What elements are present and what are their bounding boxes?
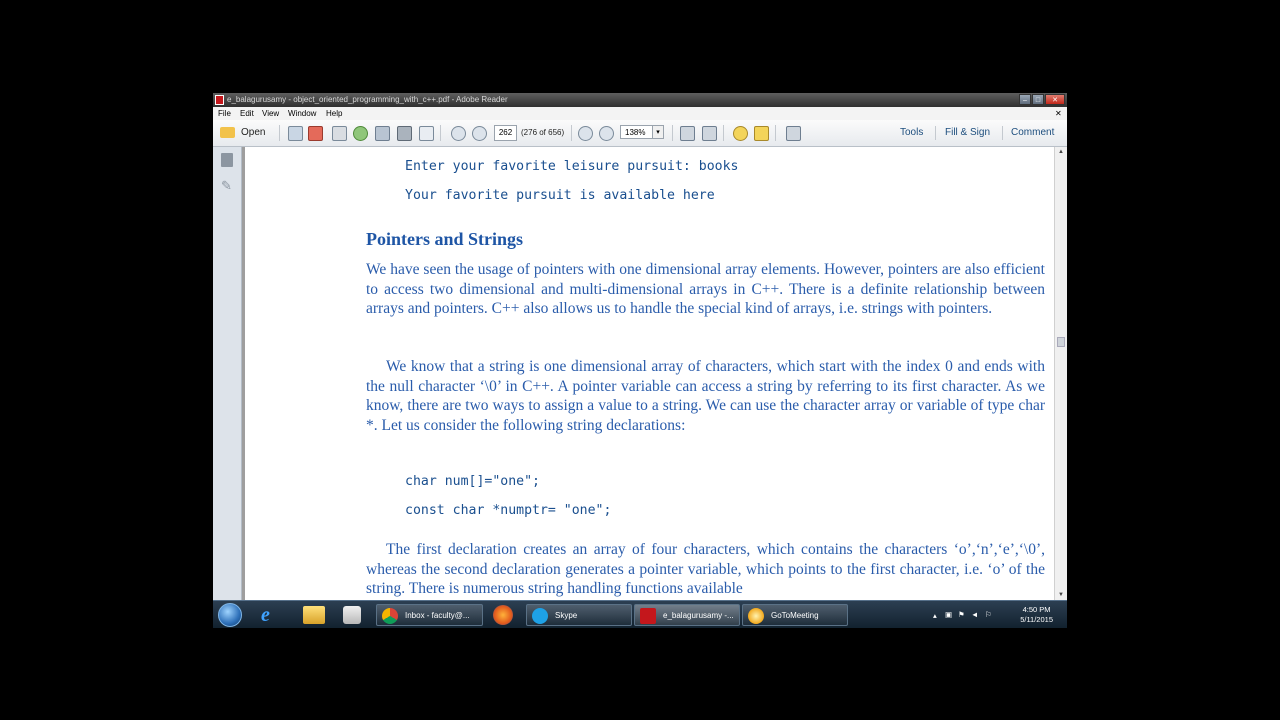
adobe-reader-icon xyxy=(640,608,656,624)
adobe-reader-app-icon xyxy=(215,95,224,105)
attachments-paperclip-icon[interactable]: ✎ xyxy=(221,178,232,193)
full-screen-icon[interactable] xyxy=(786,126,801,141)
title-bar xyxy=(213,93,1067,107)
toolbar-separator xyxy=(672,125,673,141)
maximize-button[interactable]: □ xyxy=(1032,94,1044,105)
zoom-dropdown-chevron-icon[interactable]: ▾ xyxy=(652,125,664,139)
clock-time: 4:50 PM xyxy=(1022,605,1051,614)
edit-pdf-icon[interactable] xyxy=(332,126,347,141)
clock-date: 5/11/2015 xyxy=(1020,615,1053,624)
page-thumbnails-icon[interactable] xyxy=(221,153,233,167)
menu-view[interactable]: View xyxy=(262,109,280,118)
code-line: Your favorite pursuit is available here xyxy=(405,188,715,203)
menu-bar xyxy=(213,107,1067,120)
sticky-note-icon[interactable] xyxy=(733,126,748,141)
print-icon[interactable] xyxy=(397,126,412,141)
taskbar-button-skype[interactable]: Skype xyxy=(526,604,632,626)
gotomeeting-icon xyxy=(748,608,764,624)
window-title: e_balagurusamy - object_oriented_programming_with_c++.pdf - Adobe Reader xyxy=(227,95,508,104)
clock[interactable] xyxy=(1020,605,1053,625)
menu-window[interactable]: Window xyxy=(288,109,317,118)
taskbar-button-adobe-reader[interactable]: e_balagurusamy -... xyxy=(634,604,740,626)
tools-tab[interactable]: Tools xyxy=(900,127,924,138)
toolbar xyxy=(213,120,1067,147)
vertical-scrollbar[interactable] xyxy=(1054,147,1067,600)
firefox-icon[interactable] xyxy=(493,605,513,625)
fill-and-sign-tab[interactable]: Fill & Sign xyxy=(945,127,991,138)
toolbar-separator xyxy=(279,125,280,141)
previous-page-icon[interactable] xyxy=(451,126,466,141)
toolbar-separator xyxy=(775,125,776,141)
toolbar-separator xyxy=(1002,126,1003,140)
system-tray xyxy=(933,603,1053,627)
toolbar-separator xyxy=(571,125,572,141)
paragraph: We know that a string is one dimensional array of characters, which start with the index 0 and ends with the null character ‘\0’ in C++. A pointer variable can access a string by referring to its first character. As we know, there are two ways to assign a value to a string. We can use the character array or variable of type char *. Let us consider the following string declarations: xyxy=(366,358,1045,434)
network-icon[interactable]: ▣ xyxy=(945,610,953,619)
pdf-page xyxy=(245,147,1054,600)
page-number-input[interactable]: 262 xyxy=(494,125,517,141)
minimize-button[interactable]: – xyxy=(1019,94,1031,105)
windows-taskbar xyxy=(213,600,1067,628)
code-line: char num[]="one"; xyxy=(405,474,540,489)
menu-file[interactable]: File xyxy=(218,109,231,118)
comment-tab[interactable]: Comment xyxy=(1011,127,1055,138)
desktop-screen xyxy=(213,93,1067,628)
zoom-in-icon[interactable] xyxy=(599,126,614,141)
media-player-icon[interactable] xyxy=(343,606,361,624)
section-heading: Pointers and Strings xyxy=(366,229,524,249)
taskbar-button-gotomeeting[interactable]: GoToMeeting xyxy=(742,604,848,626)
action-center-icon[interactable]: ⚑ xyxy=(958,610,965,619)
skype-icon xyxy=(532,608,548,624)
chrome-icon xyxy=(382,608,398,624)
zoom-out-icon[interactable] xyxy=(578,126,593,141)
paragraph: The first declaration creates an array of four characters, which contains the characters ‘o’,‘n’,‘e’,‘\0’, whereas the second declaration generates a pointer variable, which points to the first character, i.e. ‘o’ of the string. There is numerous string handling functions available xyxy=(366,541,1045,597)
fit-width-icon[interactable] xyxy=(702,126,717,141)
toolbar-separator xyxy=(440,125,441,141)
toolbar-separator xyxy=(935,126,936,140)
export-pdf-icon[interactable] xyxy=(308,126,323,141)
close-button[interactable]: ✕ xyxy=(1045,94,1065,105)
menu-edit[interactable]: Edit xyxy=(240,109,254,118)
email-icon[interactable] xyxy=(419,126,434,141)
document-viewport[interactable] xyxy=(242,147,1054,600)
save-icon[interactable] xyxy=(375,126,390,141)
window-controls xyxy=(1019,94,1065,105)
taskbar-button-chrome[interactable]: Inbox - faculty@... xyxy=(376,604,483,626)
fit-page-icon[interactable] xyxy=(680,126,695,141)
internet-explorer-icon[interactable]: e xyxy=(261,604,270,626)
code-line: const char *numptr= "one"; xyxy=(405,503,612,518)
next-page-icon[interactable] xyxy=(472,126,487,141)
zoom-level-input[interactable]: 138% xyxy=(620,125,656,139)
open-folder-icon[interactable] xyxy=(220,127,235,138)
show-hidden-icons-icon[interactable]: ▴ xyxy=(933,611,937,620)
start-button[interactable] xyxy=(218,603,242,627)
page-count-label: (276 of 656) xyxy=(521,128,565,137)
menu-help[interactable]: Help xyxy=(326,109,343,118)
file-explorer-icon[interactable] xyxy=(303,606,325,624)
scroll-up-icon[interactable]: ▲ xyxy=(1058,149,1064,155)
flag-icon[interactable]: ⚐ xyxy=(985,610,992,619)
highlight-text-icon[interactable] xyxy=(754,126,769,141)
scroll-down-icon[interactable]: ▼ xyxy=(1058,592,1064,598)
menubar-close-icon[interactable]: ✕ xyxy=(1055,109,1062,118)
scrollbar-thumb[interactable] xyxy=(1057,337,1065,347)
paragraph: We have seen the usage of pointers with one dimensional array elements. However, pointers are also efficient to access two dimensional and multi-dimensional arrays in C++. There is a definite relationship between arrays and pointers. C++ also allows us to handle the special kind of arrays, i.e. strings with pointers. xyxy=(366,261,1045,317)
create-pdf-icon[interactable] xyxy=(288,126,303,141)
navigation-panel xyxy=(213,147,242,600)
code-line: Enter your favorite leisure pursuit: books xyxy=(405,159,739,174)
cloud-upload-icon[interactable] xyxy=(353,126,368,141)
volume-icon[interactable]: ◄ xyxy=(971,610,979,619)
toolbar-separator xyxy=(723,125,724,141)
open-button[interactable]: Open xyxy=(241,127,266,138)
